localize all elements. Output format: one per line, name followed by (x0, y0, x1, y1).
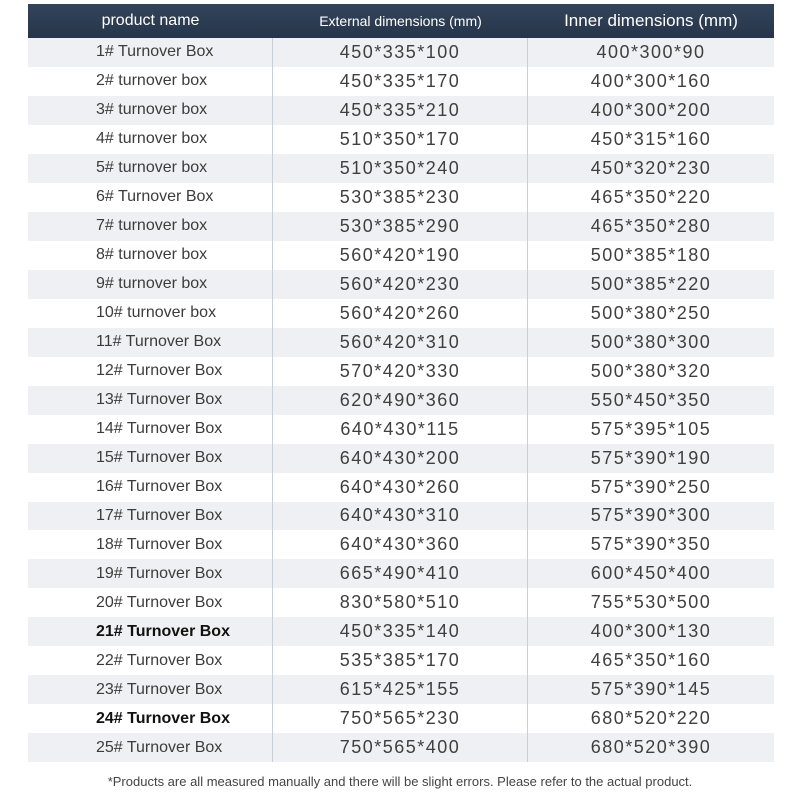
external-dimensions-cell: 640*430*200 (273, 444, 528, 473)
table-row (28, 675, 774, 704)
product-name-cell: 25# Turnover Box (28, 733, 273, 762)
product-name-cell: 10# turnover box (28, 299, 273, 328)
external-dimensions-cell: 450*335*170 (273, 67, 528, 96)
table-row (28, 646, 774, 675)
external-dimensions-cell: 560*420*260 (273, 299, 528, 328)
inner-dimensions-cell: 450*315*160 (590, 128, 712, 149)
inner-dimensions-cell: 400*300*90 (596, 41, 706, 62)
inner-dimensions-cell: 500*385*180 (590, 244, 712, 265)
product-name-cell: 7# turnover box (28, 212, 273, 241)
external-dimensions-cell: 640*430*115 (273, 415, 528, 444)
product-name-cell: 15# Turnover Box (28, 444, 273, 473)
external-dimensions-cell: 640*430*260 (273, 473, 528, 502)
product-name-cell: 21# Turnover Box (28, 617, 273, 646)
table-row (28, 299, 774, 328)
header-external-dimensions: External dimensions (mm) (319, 13, 482, 29)
product-name-cell: 4# turnover box (28, 125, 273, 154)
product-name-cell: 5# turnover box (28, 154, 273, 183)
inner-dimensions-cell: 575*390*250 (590, 476, 712, 497)
product-name-cell: 9# turnover box (28, 270, 273, 299)
table-row (28, 530, 774, 559)
table-row (28, 386, 774, 415)
product-name-cell: 19# Turnover Box (28, 559, 273, 588)
inner-dimensions-cell: 575*390*190 (590, 447, 712, 468)
inner-dimensions-cell: 680*520*390 (590, 737, 712, 758)
external-dimensions-cell: 750*565*400 (273, 733, 528, 762)
table-row (28, 125, 774, 154)
inner-dimensions-cell: 500*380*320 (590, 360, 712, 381)
table-body (28, 38, 774, 762)
table-row (28, 154, 774, 183)
inner-dimensions-cell: 575*390*145 (590, 679, 712, 700)
inner-dimensions-cell: 400*300*130 (590, 621, 712, 642)
product-name-cell: 16# Turnover Box (28, 473, 273, 502)
external-dimensions-cell: 560*420*190 (273, 241, 528, 270)
table-row (28, 96, 774, 125)
external-dimensions-cell: 830*580*510 (273, 588, 528, 617)
product-name-cell: 12# Turnover Box (28, 357, 273, 386)
external-dimensions-cell: 510*350*170 (273, 125, 528, 154)
product-name-cell: 8# turnover box (28, 241, 273, 270)
table-row (28, 270, 774, 299)
inner-dimensions-cell: 400*300*200 (590, 99, 712, 120)
table-row (28, 733, 774, 762)
external-dimensions-cell: 450*335*210 (273, 96, 528, 125)
dimensions-table (28, 4, 774, 762)
table-row (28, 588, 774, 617)
inner-dimensions-cell: 575*390*300 (590, 505, 712, 526)
inner-dimensions-cell: 575*390*350 (590, 534, 712, 555)
inner-dimensions-cell: 575*395*105 (590, 418, 712, 439)
external-dimensions-cell: 615*425*155 (273, 675, 528, 704)
inner-dimensions-cell: 550*450*350 (590, 389, 712, 410)
external-dimensions-cell: 450*335*140 (273, 617, 528, 646)
table-row (28, 502, 774, 531)
external-dimensions-cell: 560*420*310 (273, 328, 528, 357)
product-name-cell: 1# Turnover Box (28, 38, 273, 67)
inner-dimensions-cell: 465*350*280 (590, 215, 712, 236)
table-row (28, 212, 774, 241)
inner-dimensions-cell: 465*350*160 (590, 650, 712, 671)
table-row (28, 473, 774, 502)
product-name-cell: 18# Turnover Box (28, 530, 273, 559)
external-dimensions-cell: 510*350*240 (273, 154, 528, 183)
inner-dimensions-cell: 755*530*500 (590, 592, 712, 613)
table-row (28, 328, 774, 357)
table-header (28, 4, 774, 38)
inner-dimensions-cell: 465*350*220 (590, 186, 712, 207)
inner-dimensions-cell: 680*520*220 (590, 708, 712, 729)
product-name-cell: 6# Turnover Box (28, 183, 273, 212)
product-name-cell: 13# Turnover Box (28, 386, 273, 415)
product-name-cell: 11# Turnover Box (28, 328, 273, 357)
product-name-cell: 20# Turnover Box (28, 588, 273, 617)
product-name-cell: 14# Turnover Box (28, 415, 273, 444)
table-row (28, 357, 774, 386)
external-dimensions-cell: 665*490*410 (273, 559, 528, 588)
inner-dimensions-cell: 500*385*220 (590, 273, 712, 294)
external-dimensions-cell: 570*420*330 (273, 357, 528, 386)
external-dimensions-cell: 450*335*100 (273, 38, 528, 67)
product-name-cell: 24# Turnover Box (28, 704, 273, 733)
inner-dimensions-cell: 500*380*250 (590, 302, 712, 323)
inner-dimensions-cell: 400*300*160 (590, 70, 712, 91)
table-row (28, 559, 774, 588)
header-inner-dimensions: Inner dimensions (mm) (564, 11, 738, 30)
table-row (28, 444, 774, 473)
table-row (28, 183, 774, 212)
table-row (28, 38, 774, 67)
external-dimensions-cell: 640*430*360 (273, 530, 528, 559)
product-name-cell: 22# Turnover Box (28, 646, 273, 675)
external-dimensions-cell: 535*385*170 (273, 646, 528, 675)
product-name-cell: 23# Turnover Box (28, 675, 273, 704)
product-name-cell: 17# Turnover Box (28, 502, 273, 531)
inner-dimensions-cell: 450*320*230 (590, 157, 712, 178)
external-dimensions-cell: 620*490*360 (273, 386, 528, 415)
external-dimensions-cell: 750*565*230 (273, 704, 528, 733)
product-name-cell: 2# turnover box (28, 67, 273, 96)
table-row (28, 617, 774, 646)
table-row (28, 704, 774, 733)
header-product-name: product name (101, 12, 200, 29)
footnote: *Products are all measured manually and there will be slight errors. Please refer to the actual product. (107, 774, 693, 789)
external-dimensions-cell: 530*385*290 (273, 212, 528, 241)
table-row (28, 241, 774, 270)
table-row (28, 415, 774, 444)
external-dimensions-cell: 560*420*230 (273, 270, 528, 299)
external-dimensions-cell: 640*430*310 (273, 502, 528, 531)
inner-dimensions-cell: 600*450*400 (590, 563, 712, 584)
inner-dimensions-cell: 500*380*300 (590, 331, 712, 352)
product-name-cell: 3# turnover box (28, 96, 273, 125)
table-row (28, 67, 774, 96)
external-dimensions-cell: 530*385*230 (273, 183, 528, 212)
